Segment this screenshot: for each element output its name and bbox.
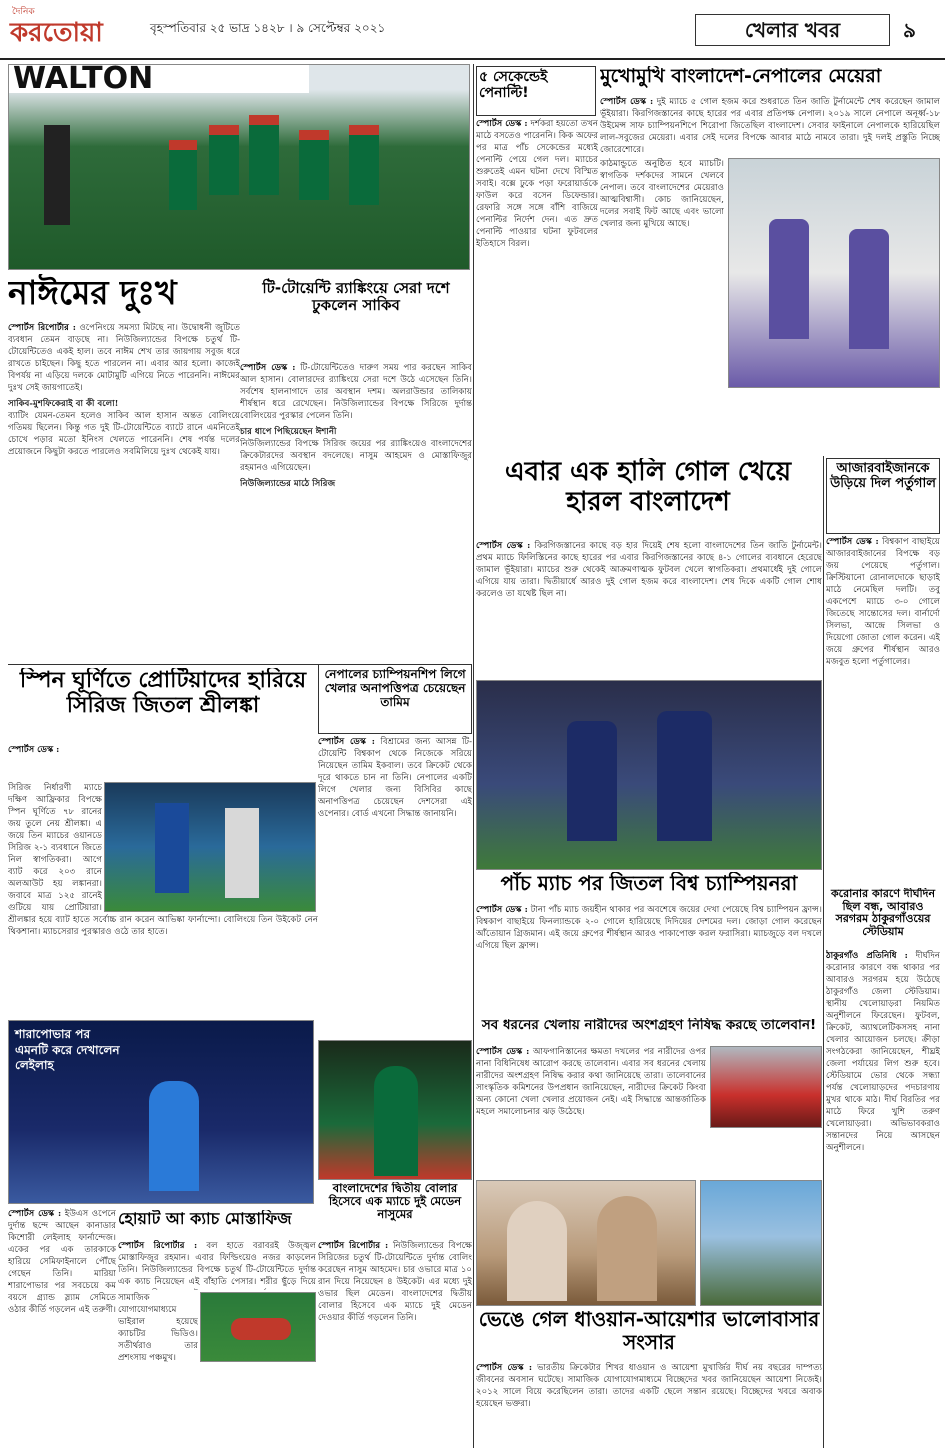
headline-bd-nepal-women: মুখোমুখি বাংলাদেশ-নেপালের মেয়েরা	[600, 66, 882, 87]
headline-dhawan: ভেঙে গেল ধাওয়ান-আয়েশার ভালোবাসার সংসার	[478, 1308, 820, 1354]
article-text: বিশ্রামের জন্য আসন্ন টি-টোয়েন্টি বিশ্বকাপ থেকে নিজেকে সরিয়ে নিয়েছেন তামিম ইকবাল। তবে ক্রিকেট থেকে দূরে থাকতে চান না তিনি। নেপালের একটি লিগে খেলার জন্য বিসিবির কাছে অনাপত্তিপত্র চেয়েছেন দেশসেরা এই ওপেনার। বোর্ড এখনো সিদ্ধান্ত জানায়নি।	[318, 737, 472, 819]
masthead	[0, 0, 945, 60]
article-text: কাঠমান্ডুতে অনুষ্ঠিত হবে ম্যাচটি। স্বাগতিক দর্শকদের সামনে খেলবে নেপাল। তবে বাংলাদেশের মেয়েরাও আত্মবিশ্বাসী। কোচ জানিয়েছেন, দলের সবাই ফিট আছে এবং ভালো খেলার জন্য মুখিয়ে আছে।	[600, 159, 724, 229]
masthead-kicker: দৈনিক	[12, 7, 35, 17]
headline-mustafiz-catch: হোয়াট আ ক্যাচ মোস্তাফিজ	[118, 1210, 292, 1228]
article-text: ইউএস ওপেনে দুর্দান্ত ছন্দে আছেন কানাডার কিশোরী লেইলাহ ফার্নান্দেজ। একের পর এক তারকাকে হারিয়ে সেমিফাইনালে পৌঁছে গেছেন তিনি। মারিয়া শারাপোভার পর সবচেয়ে কম বয়সে গ্র্যান্ড স্ল্যাম সেমিতে ওঠার কীর্তি গড়লেন এই তরুণী।	[8, 1209, 116, 1315]
byline: স্পোর্টস ডেস্ক :	[476, 1363, 533, 1373]
headline-france-win: পাঁচ ম্যাচ পর জিতল বিশ্ব চ্যাম্পিয়নরা	[500, 872, 798, 895]
photo-afghan-women	[710, 1046, 822, 1128]
article-tamim	[318, 736, 472, 1036]
banner-text: WALTON	[9, 65, 309, 93]
byline: ঠাকুরগাঁও প্রতিনিধি :	[826, 951, 908, 961]
photo-caption-leylah: শারাপোভার পর এমনটি করে দেখালেন লেইলাহ	[15, 1027, 120, 1073]
article-text: ওপেনিংয়ে সমস্যা মিটছে না। উদ্বোধনী জুটিতে ব্যবধান তেমন বাড়ছে না। নিউজিল্যান্ডের বিপক্ষে চতুর্থ টি-টোয়েন্টিতেও একই হাল। তবে নাঈম শেখ তার জায়গায় সবুজ ধরে রাখতে চাইছেন। কিছু হতে পারলেন না। এবার আর হলো। কাজেই বিপর্যয় না এড়িয়ে দলকে মোটামুটি এগিয়ে নিতে পারেননি। নাঈমের দুঃখ সেই জায়গাতেই।	[8, 323, 240, 393]
subheading: সাকিব-মুশফিকেরাই বা কী বলো!	[8, 399, 119, 409]
article-bd-nepal-women	[600, 96, 940, 156]
headline-naim: নাঈমের দুঃখ	[8, 274, 177, 312]
photo-dhawan-couple	[476, 1180, 696, 1306]
article-text: দর্শকরা হয়তো তখন মাঠে বসতেও পারেননি। কিক অফের পর মাত্র পাঁচ সেকেন্ডের মধ্যেই পেনাল্টি পেয়ে গেল দল। ম্যাচের শুরুতেই এমন ঘটনা দেখে বিস্মিত সবাই। বক্সে ঢুকে পড়া ফরোয়ার্ডকে ফাউল করে বসেন ডিফেন্ডার। রেফারি সঙ্গে সঙ্গে বাঁশি বাজিয়ে পেনাল্টির নির্দেশ দেন। এত দ্রুত পেনাল্টি পাওয়ার ঘটনা ফুটবলের ইতিহাসে বিরল।	[476, 119, 598, 249]
byline: স্পোর্টস ডেস্ক :	[8, 1209, 62, 1219]
headline-taliban: সব ধরনের খেলায় নারীদের অংশগ্রহণ নিষিদ্ধ করছে তালেবান!	[481, 1018, 817, 1033]
byline: স্পোর্টস ডেস্ক :	[826, 537, 879, 547]
photo-mustafiz-catch	[200, 1292, 316, 1362]
article-text: বিশ্বকাপ বাছাইয়ে আজারবাইজানের বিপক্ষে বড় জয় পেয়েছে পর্তুগাল। ক্রিস্টিয়ানো রোনালদোকে ছাড়াই মাঠে নেমেছিল দলটি। তবু একপেশে ম্যাচে ৩-০ গোলে জিতেছে সান্তোসের দল। বার্নার্দো সিলভা, আন্দ্রে সিলভা ও দিয়েগো জোতা গোল করেন। এই জয়ে গ্রুপের শীর্ষস্থান আরও মজবুত হলো পর্তুগালের।	[826, 537, 940, 667]
article-srilanka-cont	[8, 914, 318, 1014]
headline-nasum: বাংলাদেশের দ্বিতীয় বোলার হিসেবে এক ম্যাচে দুই মেডেন নাসুমের	[328, 1182, 462, 1222]
byline: স্পোর্টস রিপোর্টার :	[8, 323, 76, 333]
headline-thakurgaon: করোনার কারণে দীর্ঘদিন ছিল বন্ধ, আবারও সরগরম ঠাকুরগাঁওয়ের স্টেডিয়াম	[830, 888, 936, 938]
article-text: টি-টোয়েন্টিতেও দারুণ সময় পার করছেন সাকিব আল হাসান। বোলারদের র‌্যাঙ্কিংয়ে সেরা দশে উঠে এসেছেন তিনি। সর্বশেষ হালনাগাদে তার অবস্থান দশম। অলরাউন্ডার তালিকায় শীর্ষস্থান ধরে রেখেছেন। নিউজিল্যান্ডের বিপক্ষে সিরিজে দুর্দান্ত বোলিংয়ের পুরস্কার পেলেন তিনি।	[240, 363, 472, 421]
article-dhawan	[476, 1362, 822, 1448]
byline: স্পোর্টস ডেস্ক :	[476, 1047, 530, 1057]
column-rule	[473, 64, 474, 1448]
article-srilanka-intro	[8, 744, 318, 780]
page-number: ৯	[903, 18, 916, 42]
article-text: দীর্ঘদিন করোনার কারণে বন্ধ থাকার পর আবারও সরগরম হয়ে উঠেছে ঠাকুরগাঁও জেলা স্টেডিয়াম। স্থানীয় খেলোয়াড়রা নিয়মিত অনুশীলনে ফিরেছেন। ফুটবল, ক্রিকেট, অ্যাথলেটিকসসহ নানা খেলার আয়োজন চলছে। ক্রীড়া সংগঠকেরা জানিয়েছেন, শীঘ্রই জেলা পর্যায়ের লিগ শুরু হবে।	[826, 951, 940, 1069]
article-shakib-ranking	[240, 362, 472, 662]
byline: স্পোর্টস ডেস্ক :	[476, 119, 528, 129]
photo-france-football	[476, 680, 822, 870]
article-kyrgyz-defeat	[476, 540, 822, 676]
photo-leylah-tennis	[8, 1020, 314, 1204]
section-rule	[8, 664, 472, 665]
column-rule	[823, 456, 824, 1448]
photo-cricket-team	[8, 64, 470, 270]
photo-srilanka-cricket	[104, 782, 316, 912]
article-leylah	[8, 1208, 116, 1448]
headline-tamim: নেপালের চ্যাম্পিয়নশিপ লিগে খেলার অনাপত্তিপত্র চেয়েছেন তামিম	[324, 667, 466, 709]
article-text: সামাজিক যোগাযোগমাধ্যমে ভাইরাল হয়েছে ক্যাচটির ভিডিও। সতীর্থরাও তার প্রশংসায় পঞ্চমুখ।	[118, 1293, 198, 1363]
byline: স্পোর্টস ডেস্ক :	[476, 541, 531, 551]
article-taliban	[476, 1046, 706, 1176]
section-title: খেলার খবর	[695, 14, 890, 46]
article-mustafiz-cont	[118, 1292, 198, 1448]
photo-nasum	[318, 1040, 472, 1180]
article-portugal	[826, 536, 940, 886]
headline-kyrgyz-defeat: এবার এক হালি গোল খেয়ে হারল বাংলাদেশ	[504, 458, 792, 517]
article-srilanka	[8, 782, 102, 912]
article-text: বল হাতে বরাবরই উজ্জ্বল মোস্তাফিজুর রহমান। এবার ফিল্ডিংয়েও নজর কাড়লেন তিনি। নিউজিল্যান্ডের বিপক্ষে চতুর্থ টি-টোয়েন্টিতে দুর্দান্ত এক ক্যাচ নিয়েছেন এই বাঁহাতি পেসার। শরীর ছুঁড়ে দিয়ে	[118, 1241, 316, 1287]
newspaper-logo: করতোয়া	[10, 18, 103, 48]
headline-srilanka: স্পিন ঘূর্ণিতে প্রোটিয়াদের হারিয়ে সিরিজ জিতল শ্রীলঙ্কা	[19, 668, 307, 719]
subheading: নিউজিল্যান্ডের মাঠে সিরিজ	[240, 479, 336, 489]
article-text: দুই ম্যাচে ৫ গোল হজম করে শুধরাতে তিন জাতি টুর্নামেন্টে শেষ করেছেন জামাল ভূঁইয়ারা। কিরগিজস্তানের কাছে হারের পর এবার প্রতিপক্ষ নেপাল। ২০১৯ সালে নেপালে অনূর্ধ্ব-১৮ উইমেন্স সাফ চ্যাম্পিয়নশিপে শিরোপা জিতেছিল বাংলাদেশ। সেবার ফাইনালে নেপালকে হারিয়েছিল লাল-সবুজের মেয়েরা। এবার সেই দলের বিপক্ষে আবার মাঠে নামবে তারা। দুই দলই প্রস্তুতি নিচ্ছে জোরেশোরে।	[600, 97, 940, 155]
article-bd-nepal-women-cont	[600, 158, 724, 388]
article-france-win	[476, 904, 822, 1016]
article-text: সিরিজ নির্ধারণী ম্যাচে দক্ষিণ আফ্রিকার বিপক্ষে স্পিন ঘূর্ণিতে ৭৮ রানের জয় তুলে নেয় শ্রীলঙ্কা। এ জয়ে তিন ম্যাচের ওয়ানডে সিরিজ ২-১ ব্যবধানে জিতে নিল স্বাগতিকরা। আগে ব্যাট করে ২০৩ রানে অলআউট হয় লঙ্কানরা। জবাবে মাত্র ১২৫ রানেই গুটিয়ে যায় প্রোটিয়ারা।	[8, 783, 102, 912]
byline: স্পোর্টস ডেস্ক :	[318, 737, 375, 747]
photo-women-football	[728, 158, 940, 388]
article-naim	[8, 322, 240, 662]
article-text: নিউজিল্যান্ডের বিপক্ষে সিরিজ জয়ের পর র‌্যাঙ্কিংয়েও বাংলাদেশের ক্রিকেটারদের অবস্থান বদলেছে। নাসুম আহমেদ ও মোস্তাফিজুর রহমানও এগিয়েছেন।	[240, 439, 472, 473]
headline-portugal: আজারবাইজানকে উড়িয়ে দিল পর্তুগাল	[830, 461, 936, 491]
article-text: স্টেডিয়ামে ভোর থেকে সন্ধ্যা পর্যন্ত খেলোয়াড়দের পদচারণায় মুখর থাকে মাঠ। দীর্ঘ বিরতির পর মাঠে ফিরে খুশি তরুণ খেলোয়াড়রা। অভিভাবকরাও সন্তানদের নিয়ে আসছেন অনুশীলনে।	[826, 1071, 940, 1153]
photo-dhawan-family	[700, 1180, 822, 1306]
byline: স্পোর্টস ডেস্ক :	[240, 363, 296, 373]
article-text: শ্রীলঙ্কার হয়ে ব্যাট হাতে সর্বোচ্চ রান করেন আভিষ্কা ফার্নান্দো। বোলিংয়ে তিন উইকেট নেন থিকশানা। ম্যাচসেরার পুরস্কারও ওঠে তার হাতে।	[8, 915, 318, 937]
article-text: ভারতীয় ক্রিকেটার শিখর ধাওয়ান ও আয়েশা মুখার্জির দীর্ঘ নয় বছরের দাম্পত্য জীবনের অবসান ঘটেছে। সামাজিক যোগাযোগমাধ্যমে বিচ্ছেদের খবর জানিয়েছেন আয়েশা নিজেই। ২০১২ সালে বিয়ে করেছিলেন তারা। তাদের একটি ছেলে সন্তান রয়েছে। বিচ্ছেদের খবরে অবাক হয়েছেন ভক্তরা।	[476, 1363, 822, 1409]
article-penalty	[476, 118, 598, 456]
subheading: চার ধাপে পিছিয়েছেন ঈশানী	[240, 427, 337, 437]
dateline: বৃহস্পতিবার ২৫ ভাদ্র ১৪২৮ । ৯ সেপ্টেম্বর ২০২১	[150, 21, 386, 35]
byline: স্পোর্টস রিপোর্টার :	[118, 1241, 198, 1251]
article-text: কিরগিজস্তানের কাছে বড় হার দিয়েই শেষ হলো বাংলাদেশের তিন জাতি টুর্নামেন্ট। প্রথম ম্যাচে ফিলিস্তিনের কাছে হারের পর এবার কিরগিজস্তানের কাছে ৪-১ গোলের ব্যবধানে হেরেছে জামাল ভূঁইয়ারা। ম্যাচের শুরু থেকেই আক্রমণাত্মক ফুটবল খেলে স্বাগতিকরা। প্রথমার্ধেই দুই গোলে এগিয়ে যায় তারা। দ্বিতীয়ার্ধে আরও দুই গোল হজম করে বাংলাদেশ। শেষ দিকে একটি গোল শোধ করলেও তা যথেষ্ট ছিল না।	[476, 541, 822, 599]
article-text: নিউজিল্যান্ডের বিপক্ষে সিরিজের চতুর্থ টি-টোয়েন্টিতে দুর্দান্ত বোলিং করেছেন নাসুম আহমেদ। চার ওভারে মাত্র ১০ রান দিয়ে নিয়েছেন ৪ উইকেট। এর মধ্যে দুই ওভার ছিল মেডেন। বাংলাদেশের দ্বিতীয় বোলার হিসেবে এক ম্যাচে দুই মেডেন দেওয়ার কীর্তি গড়লেন তিনি।	[318, 1241, 472, 1323]
article-text: টানা পাঁচ ম্যাচ জয়হীন থাকার পর অবশেষে জয়ের দেখা পেয়েছে বিশ্ব চ্যাম্পিয়ন ফ্রান্স। বিশ্বকাপ বাছাইয়ে ফিনল্যান্ডকে ২-০ গোলে হারিয়েছে দিদিয়ের দেশমের দল। জোড়া গোল করেছেন আঁতোয়ান গ্রিজমান। এই জয়ে গ্রুপের শীর্ষস্থান আরও পাকাপোক্ত করল ফরাসিরা। ম্যাচজুড়ে বল দখলে এগিয়ে ছিল ফ্রান্স।	[476, 905, 822, 951]
article-nasum	[318, 1240, 472, 1448]
byline: স্পোর্টস ডেস্ক :	[8, 745, 60, 755]
article-text: আফগানিস্তানের ক্ষমতা দখলের পর নারীদের ওপর নানা বিধিনিষেধ আরোপ করছে তালেবান। এবার সব ধরনের খেলায় নারীদের অংশগ্রহণ নিষিদ্ধ করার কথা জানিয়েছে তারা। তালেবানের সাংস্কৃতিক কমিশনের উপপ্রধান জানিয়েছেন, নারীদের ক্রিকেট কিংবা অন্য কোনো খেলা খেলার প্রয়োজন নেই। এই সিদ্ধান্তে আন্তর্জাতিক মহলে সমালোচনার ঝড় উঠেছে।	[476, 1047, 706, 1117]
byline: স্পোর্টস রিপোর্টার :	[318, 1241, 389, 1251]
headline-penalty: ৫ সেকেন্ডেই পেনাল্টি!	[479, 69, 548, 102]
byline: স্পোর্টস ডেস্ক :	[476, 905, 528, 915]
article-text: ব্যাটিং যেমন-তেমন হলেও সাকিব আল হাসান অন্তত বোলিংয়ে গতিময় ছিলেন। কিন্তু গত দুই টি-টোয়েন্টিতে ব্যাটে রানে এমনিতেই চোখে পড়ার মতো ইনিংস খেলতে পারেননি। শেষ পর্যন্ত দলের প্রয়োজনে কিছুটা করতে পারলেও সবমিলিয়ে দুঃখ থেকেই যায়।	[8, 411, 240, 457]
article-thakurgaon	[826, 950, 940, 1446]
byline: স্পোর্টস ডেস্ক :	[600, 97, 654, 107]
article-mustafiz	[118, 1240, 316, 1290]
headline-shakib-ranking: টি-টোয়েন্টি র‌্যাঙ্কিংয়ে সেরা দশে ঢুকলেন সাকিব	[262, 279, 450, 315]
